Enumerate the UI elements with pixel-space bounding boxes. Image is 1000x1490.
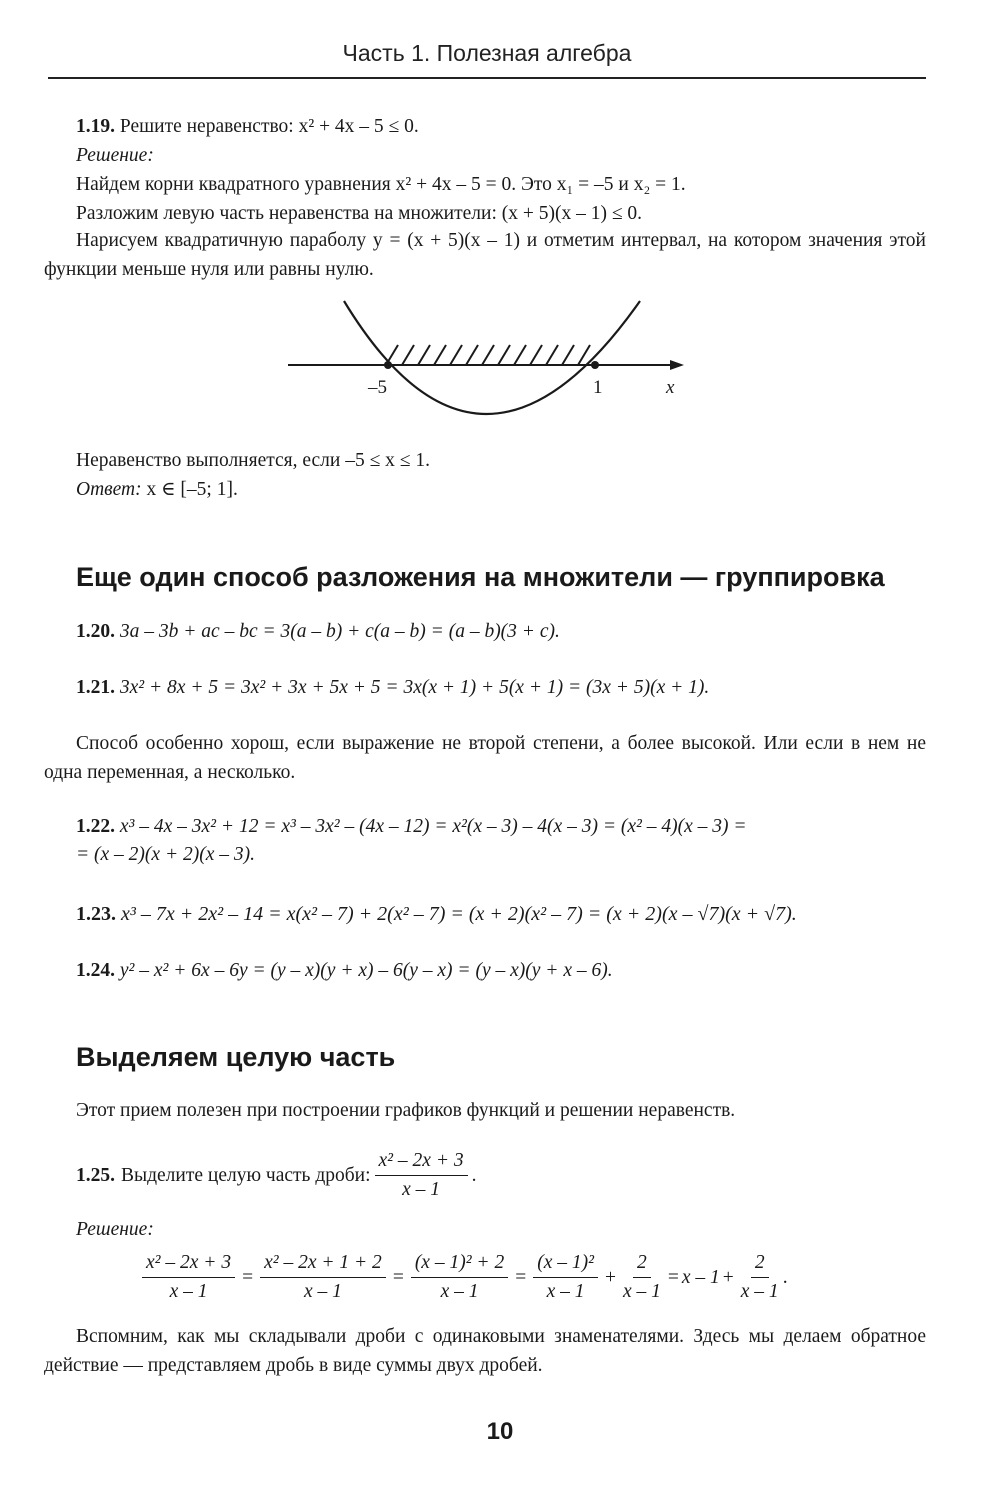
fraction-numerator: (x – 1)² + 2 [411, 1252, 508, 1278]
solution-equation: $\frac{\text{x² – 2x + 3}}{x - 1}$ = $\frac{\text{x² – 2x + 1 + 2}}{x - 1}$ = $\frac{\text{(x – 1)² + 2}}{x - 1}$ = $\frac{\text{(x – 1)²}}{x - 1}$ + $\frac{2}{x - 1}$ = x – 1 + $\frac{2}{x - 1}$ . [138, 1252, 788, 1303]
closing-paragraph: Вспомним, как мы складывали дроби с одинаковыми знаменателями. Здесь мы делаем обратное действие — представляем дробь в виде суммы двух дробей. [44, 1326, 926, 1376]
problem-expression: x³ – 4x – 3x² + 12 = x³ – 3x² – (4x – 12) = x²(x – 3) – 4(x – 3) = (x² – 4)(x – 3) = [119, 816, 747, 837]
fraction-3 [411, 1252, 508, 1303]
fraction-4 [533, 1252, 598, 1303]
problem-expression: y² – x² + 6x – 6y = (y – x)(y + x) – 6(y – x) = (y – x)(y + x – 6). [119, 960, 613, 981]
running-header: Часть 1. Полезная алгебра [342, 40, 632, 66]
root-point-right [591, 361, 599, 369]
problem-task: Решите неравенство: x² + 4x – 5 ≤ 0. [119, 116, 419, 137]
root-label-left: –5 [368, 377, 387, 398]
fraction-1 [142, 1252, 235, 1303]
grouping-paragraph: Способ особенно хорош, если выражение не второй степени, а более высокой. Или если в нем не одна переменная, а несколько. [44, 733, 926, 783]
fraction-denominator: x – 1 [169, 1281, 208, 1302]
problem-1-19 [76, 114, 419, 140]
fraction-numerator: (x – 1)² [533, 1252, 598, 1278]
solution-line-2: Разложим левую часть неравенства на множители: (x + 5)(x – 1) ≤ 0. [76, 203, 643, 224]
problem-1-24 [76, 958, 613, 984]
integer-part-intro: Этот прием полезен при построении графиков функций и решении неравенств. [76, 1100, 736, 1121]
fraction-denominator: x – 1 [546, 1281, 585, 1302]
problem-1-20 [76, 619, 560, 645]
problem-number: 1.25. [76, 1164, 115, 1186]
axis-label-x: x [666, 377, 675, 398]
inequality-result: Неравенство выполняется, если –5 ≤ x ≤ 1. [76, 450, 430, 471]
fraction-numerator: 2 [751, 1252, 769, 1278]
problem-expression: 3a – 3b + ac – bc = 3(a – b) + c(a – b) = (a – b)(3 + c). [119, 621, 560, 642]
fraction-denominator: x – 1 [402, 1179, 441, 1200]
fraction-denominator: x – 1 [622, 1281, 661, 1302]
root-label-right: 1 [593, 377, 603, 398]
fraction-6 [741, 1252, 779, 1303]
page-number: 10 [486, 1418, 514, 1445]
fraction-denominator: x – 1 [440, 1281, 479, 1302]
fraction-denominator: x – 1 [303, 1281, 342, 1302]
root-point-left [384, 361, 392, 369]
answer-label: Ответ: [76, 479, 142, 500]
problem-1-23 [76, 901, 797, 927]
problem-number: 1.20. [76, 621, 115, 642]
solution-line-1: Найдем корни квадратного уравнения x² + 4x – 5 = 0. Это x₁ = –5 и x₂ = 1. [76, 174, 686, 195]
problem-1-22 [76, 814, 747, 840]
problem-expression: x³ – 7x + 2x² – 14 = x(x² – 7) + 2(x² – 7) = (x + 2)(x² – 7) = (x + 2)(x – √7)(x + √7). [121, 903, 797, 925]
problem-number: 1.24. [76, 960, 115, 981]
section-title-integer-part: Выделяем целую часть [76, 1042, 396, 1072]
fraction-numerator: 2 [633, 1252, 651, 1278]
problem-number: 1.22. [76, 816, 115, 837]
fraction-5 [623, 1252, 661, 1303]
parabola-figure [280, 295, 700, 425]
problem-1-22-continuation: = (x – 2)(x + 2)(x – 3). [76, 844, 255, 865]
fraction-numerator: x² – 2x + 1 + 2 [260, 1252, 386, 1278]
problem-expression: 3x² + 8x + 5 = 3x² + 3x + 5x + 5 = 3x(x + 1) + 5(x + 1) = (3x + 5)(x + 1). [119, 677, 710, 698]
answer-value: x ∈ [–5; 1]. [146, 479, 238, 500]
solution-line-3: Нарисуем квадратичную параболу y = (x + 5)(x – 1) и отметим интервал, на котором значения этой функции меньше нуля или равны нулю. [44, 230, 926, 280]
fraction-2 [260, 1252, 386, 1303]
problem-number: 1.21. [76, 677, 115, 698]
problem-text: Выделите целую часть дроби: [121, 1164, 371, 1186]
fraction-numerator: x² – 2x + 3 [142, 1252, 235, 1278]
hatching [386, 345, 590, 365]
problem-1-25: 1.25. Выделите целую часть дроби: $\frac{\text{x² – 2x + 3}}{x - 1}$ . [76, 1150, 477, 1200]
fraction [375, 1150, 468, 1201]
solution-label: Решение: [76, 145, 154, 166]
problem-number: 1.19. [76, 116, 115, 137]
fraction-numerator: x² – 2x + 3 [375, 1150, 468, 1176]
answer-line [76, 477, 238, 503]
integer-part-term: x – 1 [681, 1266, 720, 1288]
solution-label-2: Решение: [76, 1219, 154, 1240]
section-title-grouping: Еще один способ разложения на множители — группировка [76, 562, 885, 592]
header-rule [48, 77, 926, 79]
problem-1-21 [76, 675, 709, 701]
fraction-denominator: x – 1 [740, 1281, 779, 1302]
x-axis-arrow [670, 360, 684, 370]
problem-number: 1.23. [76, 903, 116, 925]
